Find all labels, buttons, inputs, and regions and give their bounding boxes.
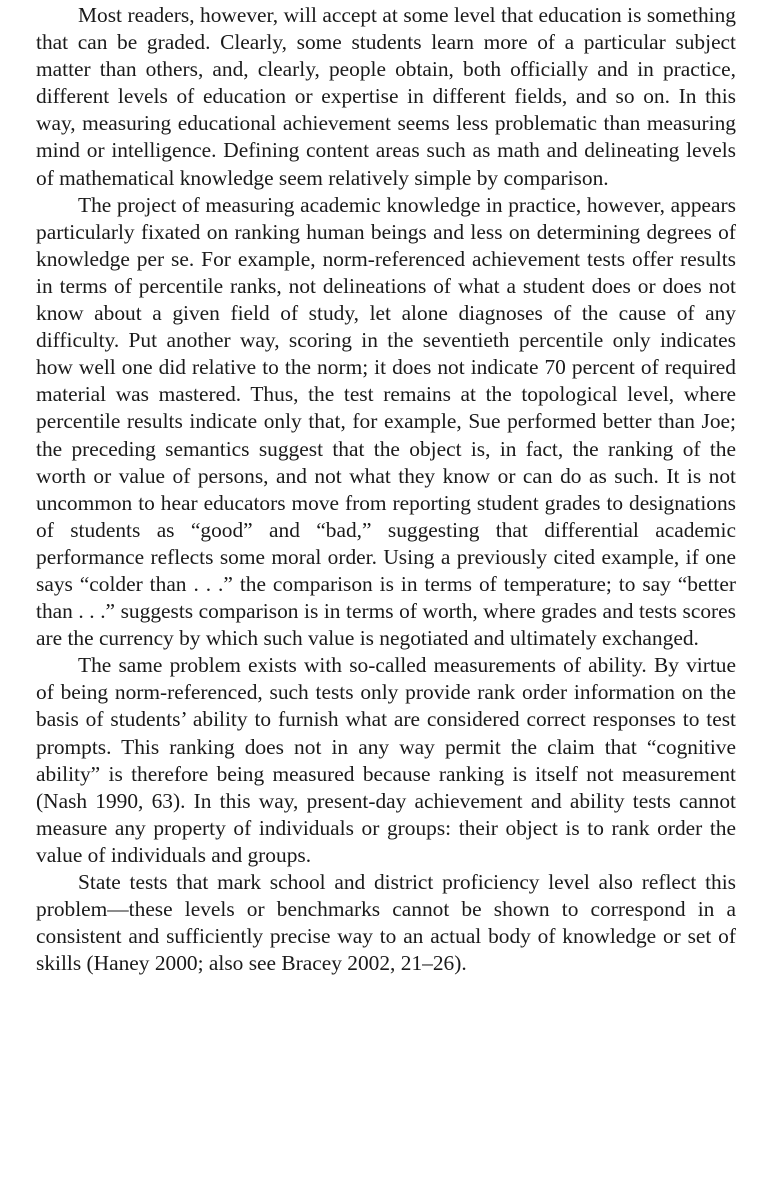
page-body (36, 2, 736, 977)
paragraph-state-tests: State tests that mark school and district proficiency level also reflect this problem—these levels or benchmarks cannot be shown to correspond in a consistent and sufficiently precise way to an actual body of knowledge or set of skills (Haney 2000; also see Bracey 2002, 21–26). (36, 870, 736, 976)
paragraph-ranking-knowledge: The project of measuring academic knowledge in practice, however, appears particularly fixated on ranking human beings and less on determining degrees of knowledge per se. For example, norm-referenced achievement tests offer results in terms of percentile ranks, not delineations of what a student does or does not know about a given field of study, let alone diagnoses of the cause of any difficulty. Put another way, scoring in the seventieth percentile only indicates how well one did relative to the norm; it does not indicate 70 percent of required material was mastered. Thus, the test remains at the topological level, where percentile results indicate only that, for example, Sue performed better than Joe; the preceding semantics suggest that the object is, in fact, the ranking of the worth or value of persons, and not what they know or can do as such. It is not uncommon to hear educators move from reporting student grades to designations of students as “good” and “bad,” suggesting that differential academic performance reflects some moral order. Using a previously cited example, if one says “colder than . . .” the comparison is in terms of temperature; to say “better than . . .” suggests comparison is in terms of worth, where grades and tests scores are the currency by which such value is negotiated and ultimately exchanged. (36, 192, 736, 651)
paragraph-ability-measurement: The same problem exists with so-called measurements of ability. By virtue of being norm-referenced, such tests only provide rank order information on the basis of students’ ability to furnish what are considered correct responses to test prompts. This ranking does not in any way permit the claim that “cognitive ability” is therefore being measured because ranking is itself not measurement (Nash 1990, 63). In this way, present-day achievement and ability tests cannot measure any property of individuals or groups: their object is to rank order the value of individuals and groups. (36, 653, 736, 867)
paragraph-graded-education: Most readers, however, will accept at some level that education is something that can be graded. Clearly, some students learn more of a particular subject matter than others, and, clearly, people obtain, both officially and in practice, different levels of education or expertise in different fields, and so on. In this way, measuring educational achievement seems less problematic than measuring mind or intelligence. Defining content areas such as math and delineating levels of mathematical knowledge seem relatively simple by comparison. (36, 3, 736, 190)
